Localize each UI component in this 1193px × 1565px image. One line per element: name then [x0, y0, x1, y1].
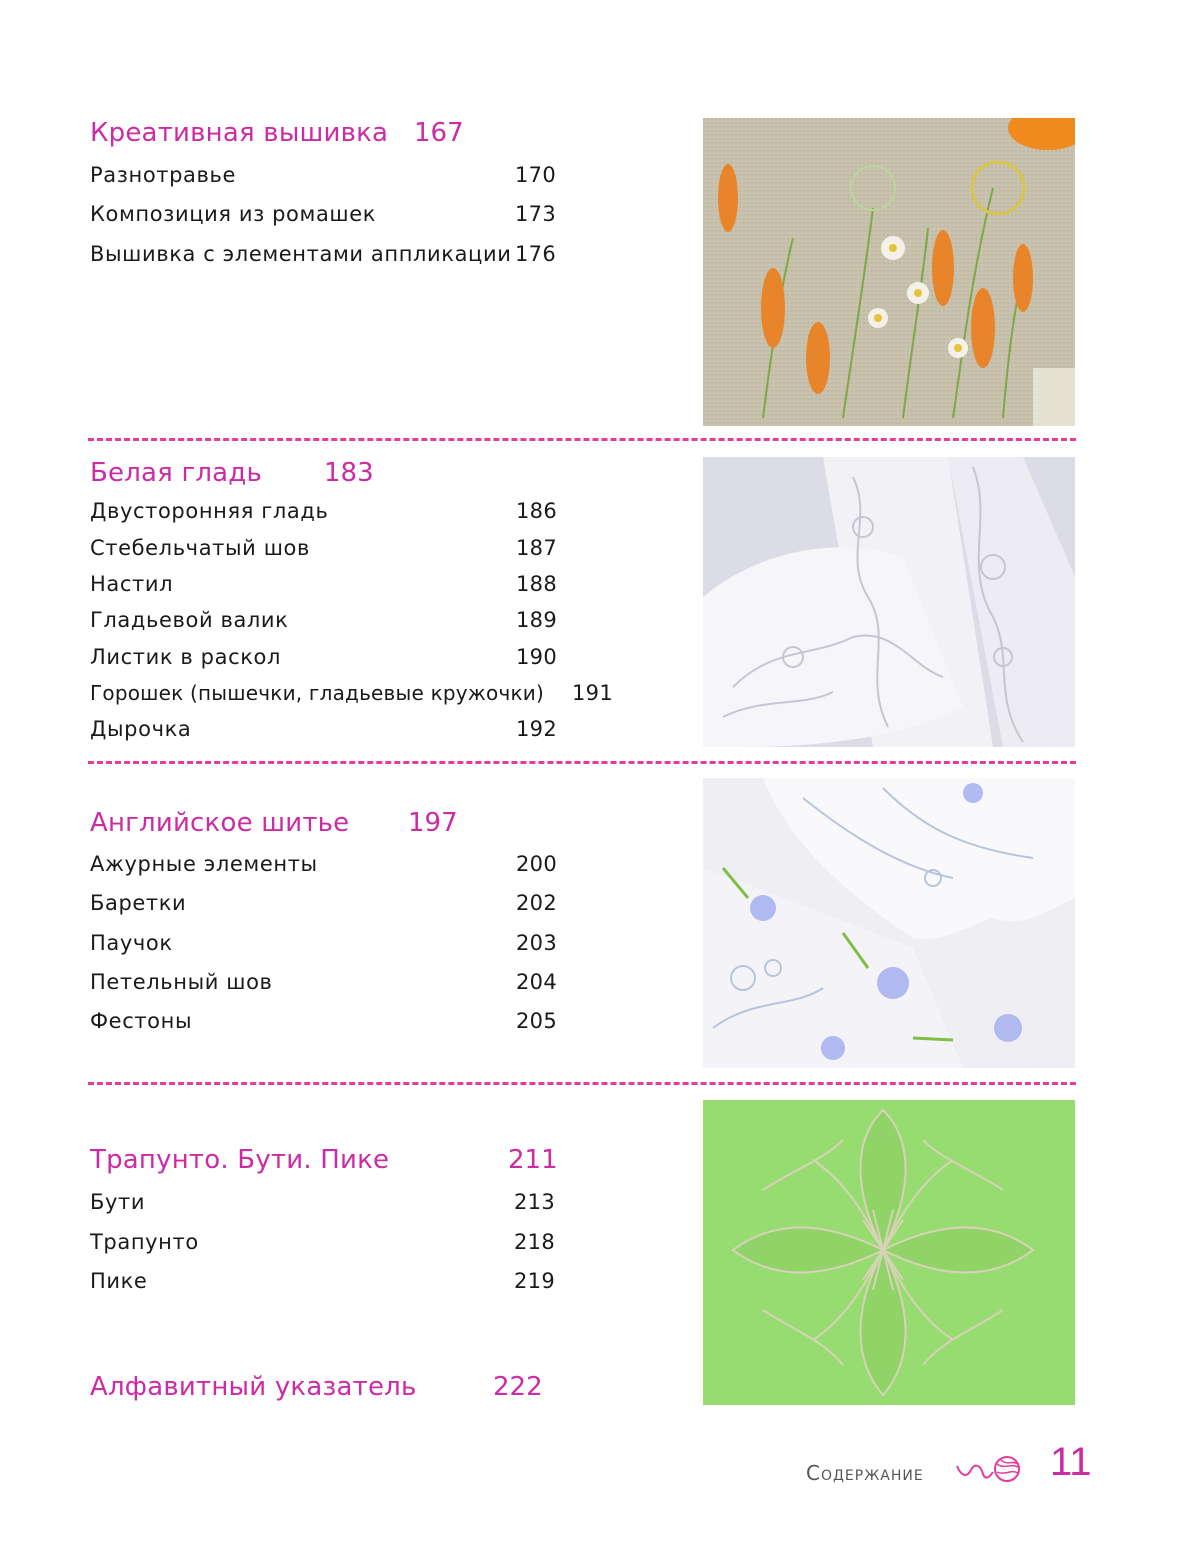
toc-entry-page: 203	[516, 931, 557, 955]
page-number: 11	[1050, 1440, 1092, 1484]
toc-entry-page: 188	[516, 572, 557, 596]
section-page: 211	[508, 1145, 558, 1175]
section-title: Трапунто. Бути. Пике	[90, 1145, 390, 1175]
white-satin-embroidery-photo	[703, 457, 1075, 747]
toc-entry: Горошек (пышечки, гладьевые кружочки)	[90, 681, 544, 705]
toc-entry-page: 170	[515, 163, 556, 187]
toc-entry: Ажурные элементы	[90, 852, 318, 876]
toc-entry: Настил	[90, 572, 174, 596]
toc-entry-page: 204	[516, 970, 557, 994]
toc-entry: Вышивка с элементами аппликации	[90, 242, 512, 266]
toc-entry-page: 213	[514, 1190, 555, 1214]
toc-entry-page: 219	[514, 1269, 555, 1293]
toc-entry-page: 189	[516, 608, 557, 632]
section-page: 197	[408, 808, 458, 838]
toc-entry: Двусторонняя гладь	[90, 499, 329, 523]
toc-entry: Композиция из ромашек	[90, 202, 377, 226]
trapunto-green-photo	[703, 1100, 1075, 1405]
running-footer-label: Содержание	[806, 1461, 924, 1485]
toc-entry: Пике	[90, 1269, 148, 1293]
toc-entry-page: 191	[572, 681, 613, 705]
toc-entry: Гладьевой валик	[90, 608, 289, 632]
section-divider	[88, 1082, 1076, 1085]
yarn-ornament-icon	[955, 1452, 1025, 1486]
toc-entry: Паучок	[90, 931, 173, 955]
toc-entry-page: 187	[516, 536, 557, 560]
toc-entry: Петельный шов	[90, 970, 273, 994]
toc-entry: Листик в раскол	[90, 645, 281, 669]
section-title: Креативная вышивка	[90, 118, 389, 148]
toc-entry-page: 176	[515, 242, 556, 266]
index-title: Алфавитный указатель	[90, 1372, 417, 1402]
toc-entry-page: 192	[516, 717, 557, 741]
toc-entry-page: 173	[515, 202, 556, 226]
toc-entry-page: 205	[516, 1009, 557, 1033]
broderie-anglaise-photo	[703, 778, 1075, 1068]
toc-entry: Баретки	[90, 891, 187, 915]
toc-entry: Дырочка	[90, 717, 192, 741]
section-page: 183	[324, 458, 374, 488]
section-page: 167	[414, 118, 464, 148]
index-page: 222	[493, 1372, 543, 1402]
section-title: Английское шитье	[90, 808, 350, 838]
section-title: Белая гладь	[90, 458, 262, 488]
toc-entry: Бути	[90, 1190, 146, 1214]
toc-entry: Трапунто	[90, 1230, 199, 1254]
toc-entry-page: 202	[516, 891, 557, 915]
section-divider	[88, 761, 1076, 764]
toc-entry-page: 186	[516, 499, 557, 523]
toc-entry: Стебельчатый шов	[90, 536, 310, 560]
toc-entry-page: 218	[514, 1230, 555, 1254]
toc-entry: Фестоны	[90, 1009, 193, 1033]
section-divider	[88, 438, 1076, 441]
floral-embroidery-photo	[703, 118, 1075, 426]
toc-entry-page: 200	[516, 852, 557, 876]
toc-entry: Разнотравье	[90, 163, 236, 187]
toc-entry-page: 190	[516, 645, 557, 669]
